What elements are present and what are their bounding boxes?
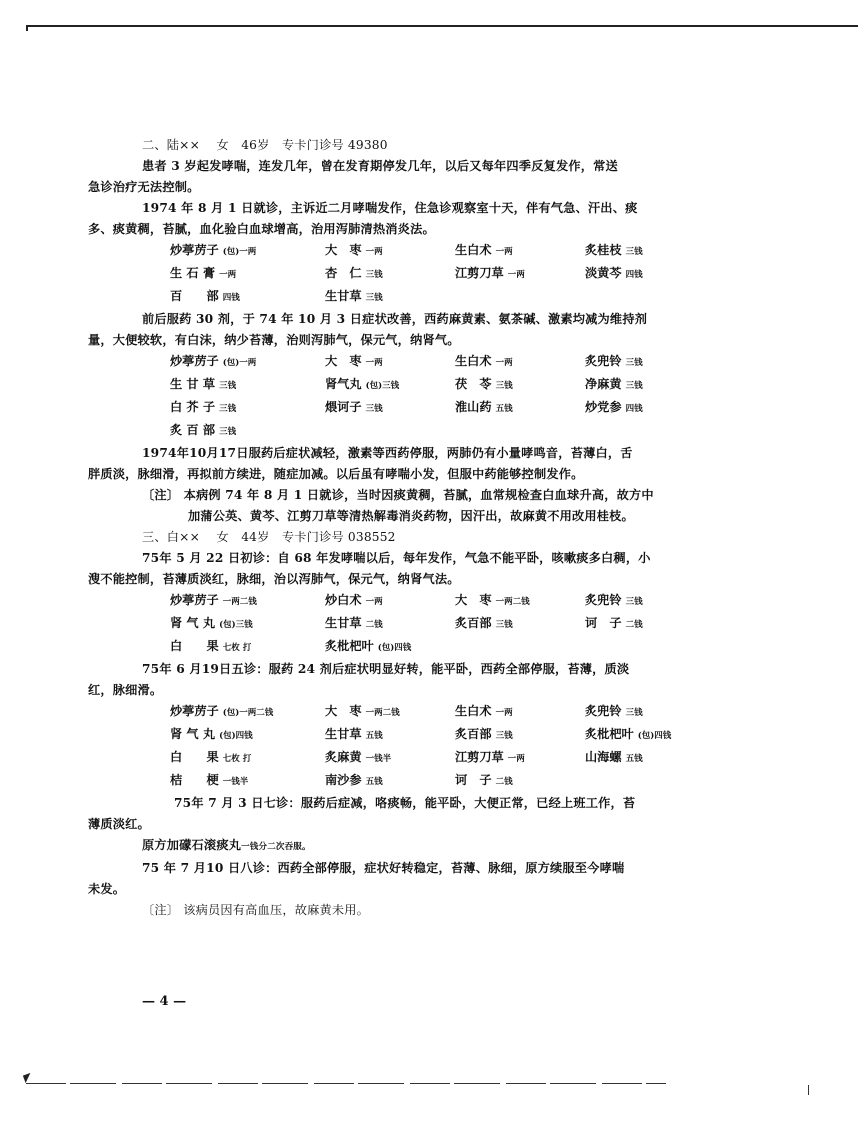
herb-dose: 二钱 bbox=[365, 620, 383, 630]
herb-dose: 五钱 bbox=[365, 731, 383, 741]
herb-name: 诃 子 bbox=[455, 773, 492, 787]
herb-dose: 五钱 bbox=[495, 404, 513, 414]
herb-dose: 七枚 打 bbox=[222, 754, 252, 764]
page-number: — 4 — bbox=[142, 994, 187, 1009]
herb-name: 炙桂枝 bbox=[585, 243, 622, 257]
note: 〔注〕 本病例 74 年 8 月 1 日就诊，当时因痰黄稠，苔腻，血常规检查白血球升高，故方中 bbox=[142, 488, 654, 502]
herb-dose: 一两 bbox=[365, 247, 383, 257]
herb-dose: 三钱 bbox=[365, 404, 383, 414]
herb-name: 炙兜铃 bbox=[585, 593, 622, 607]
herb-entry bbox=[455, 770, 585, 793]
herb-entry bbox=[455, 613, 585, 636]
herb-name: 生 甘 草 bbox=[170, 377, 216, 391]
paragraph: 75年 7 月 3 日七诊：服药后症减，咯痰畅，能平卧，大便正常，已经上班工作，苔 bbox=[174, 796, 636, 810]
herb-entry bbox=[455, 374, 585, 397]
top-rule bbox=[26, 25, 858, 27]
paragraph: 患者 3 岁起发哮喘，连发几年，曾在发育期停发几年，以后又每年四季反复发作，常送 bbox=[142, 159, 618, 173]
herb-dose: (包)一两二钱 bbox=[222, 708, 274, 718]
herb-dose: (包)一两 bbox=[222, 358, 257, 368]
herb-entry bbox=[585, 747, 725, 770]
herb-dose: 三钱 bbox=[495, 731, 513, 741]
herb-entry bbox=[325, 240, 455, 263]
herb-dose: 三钱 bbox=[365, 270, 383, 280]
herb-name: 白 果 bbox=[170, 639, 219, 653]
herb-entry bbox=[170, 636, 325, 659]
herb-entry bbox=[325, 397, 455, 420]
herb-dose: 五钱 bbox=[365, 777, 383, 787]
herb-entry bbox=[170, 374, 325, 397]
herb-dose: (包)四钱 bbox=[637, 731, 672, 741]
herb-entry bbox=[170, 724, 325, 747]
paragraph: 75年 6 月19日五诊：服药 24 剂后症状明显好转，能平卧，西药全部停服，苔薄，质淡 bbox=[142, 662, 630, 676]
herb-name: 江剪刀草 bbox=[455, 266, 504, 280]
herb-dose: 三钱 bbox=[219, 404, 237, 414]
herb-name: 生甘草 bbox=[325, 289, 362, 303]
herb-dose: 一钱半 bbox=[365, 754, 392, 764]
herb-name: 生 石 膏 bbox=[170, 266, 216, 280]
prescription-table bbox=[118, 240, 738, 309]
herb-name: 大 枣 bbox=[325, 704, 362, 718]
herb-dose: 三钱 bbox=[625, 597, 643, 607]
paragraph: 多、痰黄稠，苔腻，血化验白血球增高，治用泻肺清热消炎法。 bbox=[88, 222, 435, 236]
note: 加蒲公英、黄芩、江剪刀草等清热解毒消炎药物，因汗出，故麻黄不用改用桂枝。 bbox=[188, 509, 634, 523]
herb-entry bbox=[585, 351, 725, 374]
paragraph bbox=[118, 835, 738, 858]
prescription-table bbox=[118, 351, 738, 443]
scan-mark bbox=[808, 1085, 809, 1095]
paragraph: 薄质淡红。 bbox=[88, 817, 150, 831]
herb-name: 炙 百 部 bbox=[170, 423, 216, 437]
prescription-table bbox=[118, 590, 738, 659]
herb-name: 肾气丸 bbox=[325, 377, 362, 391]
herb-dose: 一两 bbox=[507, 270, 525, 280]
herb-name: 炙枇杷叶 bbox=[325, 639, 374, 653]
herb-entry bbox=[585, 590, 725, 613]
herb-entry bbox=[585, 724, 725, 747]
herb-dose: 一两 bbox=[495, 247, 513, 257]
herb-entry bbox=[325, 351, 455, 374]
herb-entry bbox=[170, 613, 325, 636]
herb-dose: 二钱 bbox=[625, 620, 643, 630]
herb-dose: (包)三钱 bbox=[365, 381, 400, 391]
herb-entry bbox=[455, 351, 585, 374]
herb-dose: 三钱 bbox=[625, 381, 643, 391]
herb-entry bbox=[170, 747, 325, 770]
herb-name: 煨诃子 bbox=[325, 400, 362, 414]
herb-name: 肾 气 丸 bbox=[170, 616, 216, 630]
herb-entry bbox=[585, 240, 725, 263]
herb-entry bbox=[170, 770, 325, 793]
herb-dose: 一两二钱 bbox=[222, 597, 257, 607]
herb-entry bbox=[455, 397, 585, 420]
herb-name: 淮山药 bbox=[455, 400, 492, 414]
herb-name: 大 枣 bbox=[325, 354, 362, 368]
paragraph-small: 一钱分二次吞服。 bbox=[241, 842, 311, 852]
herb-dose: (包)四钱 bbox=[377, 643, 412, 653]
herb-entry bbox=[325, 724, 455, 747]
paragraph: 75年 5 月 22 日初诊：自 68 年发哮喘以后，每年发作，气急不能平卧，咳嗽痰多白稠，小 bbox=[142, 551, 651, 565]
paragraph: 胖质淡，脉细滑，再拟前方续进，随症加减。以后虽有哮喘小发，但服中药能够控制发作。 bbox=[88, 467, 584, 481]
herb-entry bbox=[170, 286, 325, 309]
herb-entry bbox=[325, 636, 455, 659]
herb-dose: 一两 bbox=[219, 270, 237, 280]
herb-entry bbox=[325, 286, 455, 309]
herb-name: 炙百部 bbox=[455, 616, 492, 630]
herb-name: 杏 仁 bbox=[325, 266, 362, 280]
paragraph: 急诊治疗无法控制。 bbox=[88, 180, 200, 194]
herb-dose: 一两二钱 bbox=[365, 708, 400, 718]
herb-entry bbox=[170, 397, 325, 420]
paragraph: 1974 年 8 月 1 日就诊，主诉近二月哮喘发作，住急诊观察室十天，伴有气急、汗出、痰 bbox=[142, 201, 638, 215]
case2-heading: 二、陆×× 女 46岁 专卡门诊号 49380 bbox=[142, 138, 388, 152]
prescription-table bbox=[118, 701, 738, 793]
paragraph-main: 原方加礞石滚痰丸 bbox=[142, 838, 242, 852]
herb-dose: 三钱 bbox=[219, 427, 237, 437]
herb-entry bbox=[170, 590, 325, 613]
herb-entry bbox=[325, 770, 455, 793]
herb-dose: 四钱 bbox=[625, 404, 643, 414]
herb-name: 生白术 bbox=[455, 243, 492, 257]
herb-name: 茯 苓 bbox=[455, 377, 492, 391]
herb-name: 炙兜铃 bbox=[585, 704, 622, 718]
herb-entry bbox=[325, 747, 455, 770]
herb-dose: 七枚 打 bbox=[222, 643, 252, 653]
herb-dose: 三钱 bbox=[495, 381, 513, 391]
herb-dose: 四钱 bbox=[625, 270, 643, 280]
herb-name: 生甘草 bbox=[325, 616, 362, 630]
herb-dose: 四钱 bbox=[222, 293, 240, 303]
herb-name: 炙枇杷叶 bbox=[585, 727, 634, 741]
note: 〔注〕 该病员因有高血压，故麻黄未用。 bbox=[142, 903, 370, 917]
herb-name: 炙麻黄 bbox=[325, 750, 362, 764]
herb-name: 炒葶苈子 bbox=[170, 593, 219, 607]
herb-dose: 一两 bbox=[507, 754, 525, 764]
herb-entry bbox=[455, 590, 585, 613]
herb-name: 南沙参 bbox=[325, 773, 362, 787]
herb-dose: (包)四钱 bbox=[219, 731, 253, 741]
herb-dose: (包)三钱 bbox=[219, 620, 253, 630]
herb-name: 桔 梗 bbox=[170, 773, 219, 787]
herb-dose: 一两二钱 bbox=[495, 597, 530, 607]
herb-name: 炒葶苈子 bbox=[170, 243, 219, 257]
herb-name: 净麻黄 bbox=[585, 377, 622, 391]
herb-entry bbox=[325, 263, 455, 286]
herb-name: 炙百部 bbox=[455, 727, 492, 741]
herb-dose: 三钱 bbox=[625, 708, 643, 718]
herb-entry bbox=[585, 263, 725, 286]
herb-dose: 一两 bbox=[495, 358, 513, 368]
herb-entry bbox=[325, 374, 455, 397]
herb-entry bbox=[325, 590, 455, 613]
herb-name: 江剪刀草 bbox=[455, 750, 504, 764]
herb-name: 炒白术 bbox=[325, 593, 362, 607]
corner-mark bbox=[26, 25, 28, 31]
paragraph: 量，大便较软，有白沫，纳少苔薄，治则泻肺气，保元气，纳肾气。 bbox=[88, 333, 460, 347]
document-page bbox=[88, 135, 738, 921]
paragraph: 前后服药 30 剂，于 74 年 10 月 3 日症状改善，西药麻黄素、氨茶碱、激素均减为维持剂 bbox=[142, 312, 648, 326]
herb-name: 肾 气 丸 bbox=[170, 727, 216, 741]
herb-entry bbox=[170, 420, 325, 443]
herb-name: 炒党参 bbox=[585, 400, 622, 414]
herb-dose: 二钱 bbox=[495, 777, 513, 787]
paragraph: 溲不能控制，苔薄质淡红，脉细，治以泻肺气，保元气，纳肾气法。 bbox=[88, 572, 460, 586]
herb-name: 炒葶苈子 bbox=[170, 704, 219, 718]
paragraph: 红，脉细滑。 bbox=[88, 683, 163, 697]
herb-entry bbox=[455, 263, 585, 286]
herb-name: 淡黄芩 bbox=[585, 266, 622, 280]
herb-name: 炒葶苈子 bbox=[170, 354, 219, 368]
herb-dose: 五钱 bbox=[625, 754, 643, 764]
herb-name: 大 枣 bbox=[325, 243, 362, 257]
scan-mark bbox=[23, 1073, 33, 1083]
herb-dose: 三钱 bbox=[495, 620, 513, 630]
herb-name: 大 枣 bbox=[455, 593, 492, 607]
bottom-rule bbox=[26, 1083, 666, 1084]
herb-dose: 三钱 bbox=[625, 358, 643, 368]
herb-entry bbox=[455, 701, 585, 724]
paragraph: 1974年10月17日服药后症状减轻，激素等西药停服，两肺仍有小量哮鸣音，苔薄白，舌 bbox=[142, 446, 633, 460]
herb-name: 诃 子 bbox=[585, 616, 622, 630]
herb-name: 百 部 bbox=[170, 289, 219, 303]
herb-name: 生白术 bbox=[455, 704, 492, 718]
herb-name: 山海螺 bbox=[585, 750, 622, 764]
paragraph: 未发。 bbox=[88, 882, 126, 896]
herb-name: 白 芥 子 bbox=[170, 400, 216, 414]
herb-name: 生甘草 bbox=[325, 727, 362, 741]
herb-entry bbox=[170, 263, 325, 286]
herb-dose: 三钱 bbox=[625, 247, 643, 257]
herb-entry bbox=[170, 240, 325, 263]
herb-entry bbox=[585, 701, 725, 724]
herb-entry bbox=[325, 613, 455, 636]
herb-dose: 一两 bbox=[365, 358, 383, 368]
herb-entry bbox=[170, 701, 325, 724]
herb-name: 炙兜铃 bbox=[585, 354, 622, 368]
herb-entry bbox=[585, 613, 725, 636]
paragraph: 75 年 7 月10 日八诊：西药全部停服，症状好转稳定，苔薄、脉细，原方续服至今哮喘 bbox=[142, 861, 625, 875]
herb-entry bbox=[585, 397, 725, 420]
herb-entry bbox=[455, 747, 585, 770]
herb-entry bbox=[455, 240, 585, 263]
herb-name: 白 果 bbox=[170, 750, 219, 764]
herb-dose: 一两 bbox=[365, 597, 383, 607]
herb-dose: 一钱半 bbox=[222, 777, 249, 787]
herb-dose: 三钱 bbox=[219, 381, 237, 391]
case3-heading: 三、白×× 女 44岁 专卡门诊号 038552 bbox=[142, 530, 396, 544]
herb-dose: 一两 bbox=[495, 708, 513, 718]
herb-entry bbox=[585, 374, 725, 397]
herb-dose: (包)一两 bbox=[222, 247, 257, 257]
herb-name: 生白术 bbox=[455, 354, 492, 368]
herb-dose: 三钱 bbox=[365, 293, 383, 303]
herb-entry bbox=[170, 351, 325, 374]
herb-entry bbox=[455, 724, 585, 747]
herb-entry bbox=[325, 701, 455, 724]
